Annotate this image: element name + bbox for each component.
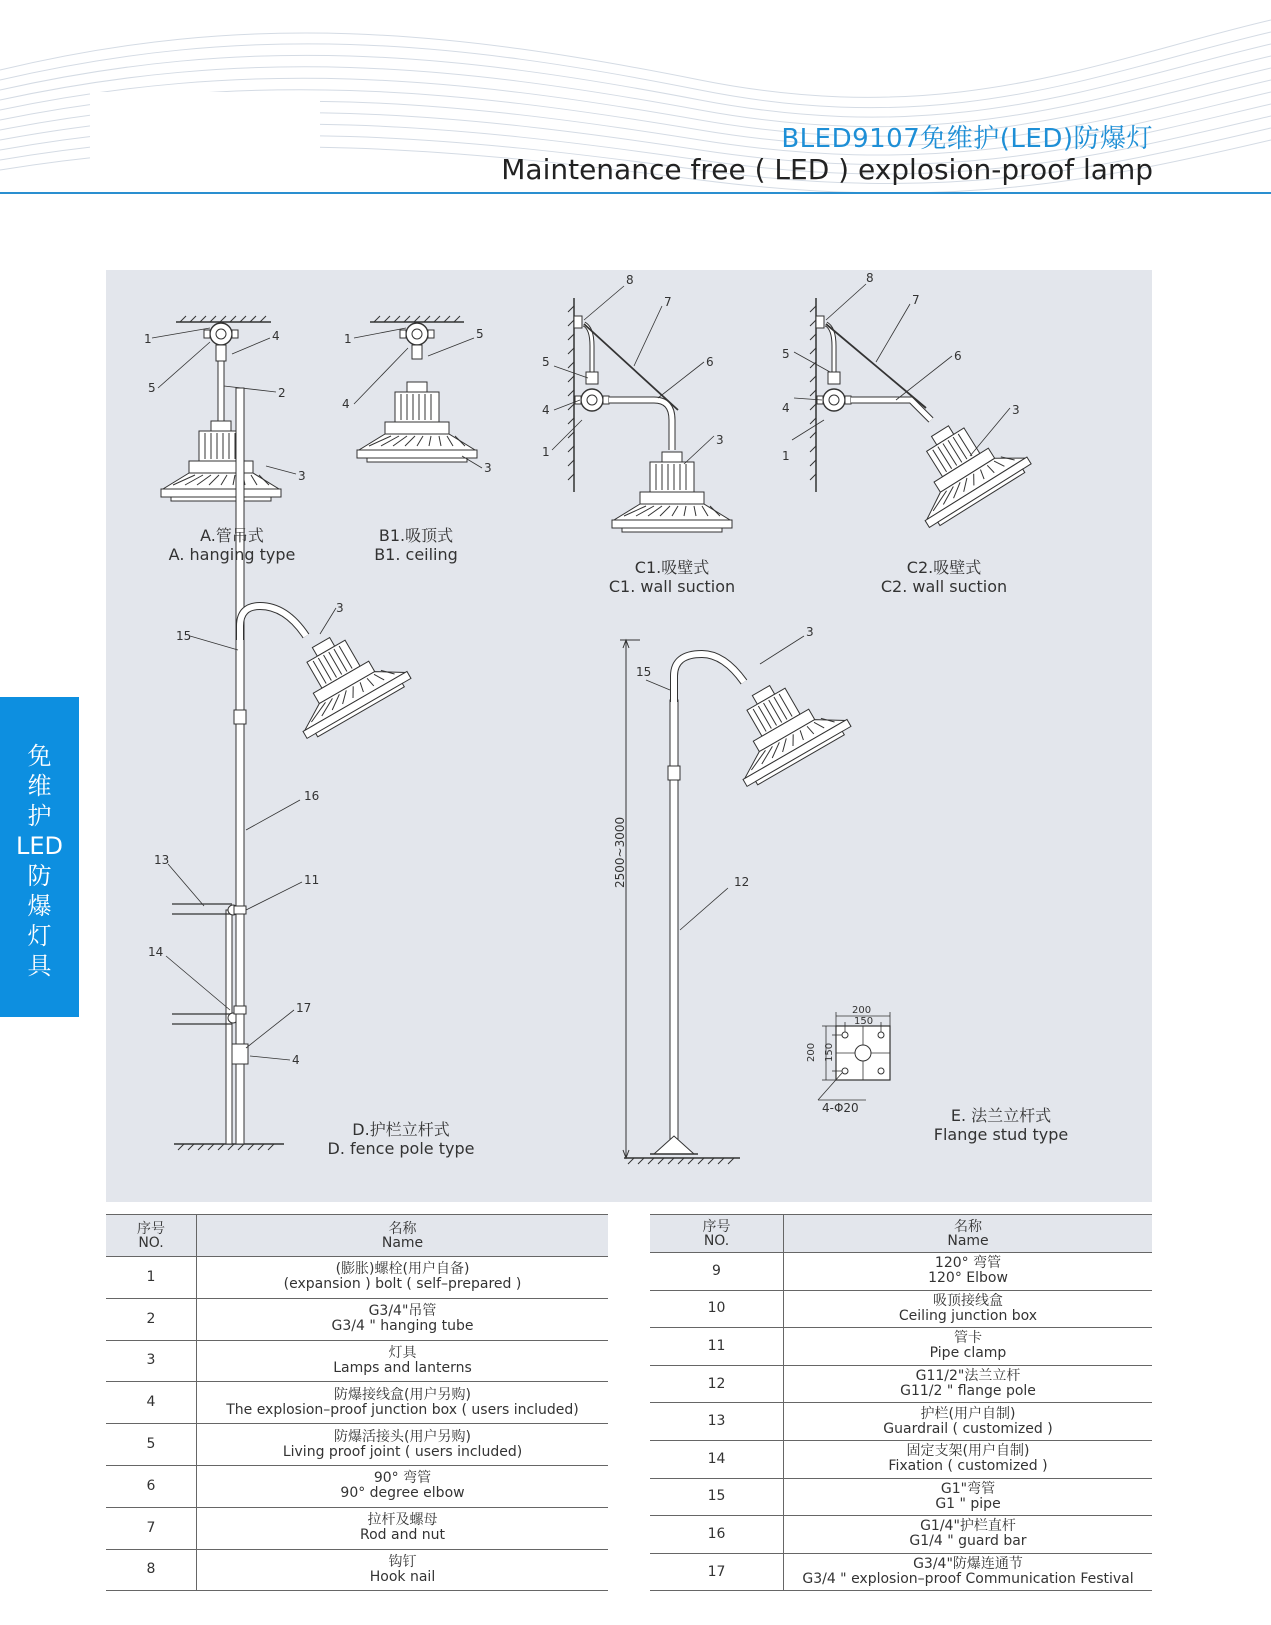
installation-diagrams <box>106 270 1152 1202</box>
row-no: 11 <box>650 1328 784 1366</box>
header-no-en: NO. <box>138 1234 164 1251</box>
row-name <box>784 1403 1153 1441</box>
row-no: 16 <box>650 1516 784 1554</box>
diagram-e-flange-pole <box>620 636 890 1164</box>
side-tab-char: 爆 <box>27 892 52 920</box>
row-no: 14 <box>650 1440 784 1478</box>
callout-c2-4: 4 <box>782 401 790 415</box>
row-no: 2 <box>106 1298 197 1340</box>
row-name <box>197 1424 609 1466</box>
row-no: 9 <box>650 1253 784 1291</box>
row-name-en: Rod and nut <box>359 1527 446 1544</box>
row-no: 17 <box>650 1553 784 1591</box>
row-name-cn: G11/2"法兰立杆 <box>915 1368 1021 1385</box>
diagram-b1-ceiling <box>354 316 482 468</box>
row-name-cn: (膨胀)螺栓(用户自备) <box>335 1261 470 1278</box>
row-name-cn: G1/4"护栏直杆 <box>920 1518 1016 1535</box>
callout-c1-6: 6 <box>706 355 714 369</box>
flange-dim-outer: 200 <box>852 1005 872 1016</box>
callout-d-11: 11 <box>304 873 320 887</box>
callout-c2-3: 3 <box>1012 403 1020 417</box>
callout-c2-7: 7 <box>912 293 920 307</box>
row-name-en: Fixation ( customized ) <box>888 1458 1048 1475</box>
column-header-no <box>106 1215 197 1257</box>
row-name <box>784 1553 1153 1591</box>
table-header-row <box>106 1215 608 1257</box>
caption-d <box>326 1120 476 1158</box>
row-name-en: G1 " pipe <box>935 1495 1001 1512</box>
row-name-cn: 吸顶接线盒 <box>933 1292 1003 1309</box>
callout-d-16: 16 <box>304 789 320 803</box>
table-row <box>650 1403 1152 1441</box>
row-name-en: G3/4 " hanging tube <box>331 1318 474 1335</box>
row-no: 5 <box>106 1424 197 1466</box>
flange-hole-spec: 4-Φ20 <box>822 1101 859 1115</box>
caption-c2-cn: C2.吸壁式 <box>906 558 982 577</box>
callout-c1-1: 1 <box>542 445 550 459</box>
row-name-en: (expansion ) bolt ( self–prepared ) <box>283 1276 522 1293</box>
product-title-cn: BLED9107免维护(LED)防爆灯 <box>781 124 1153 154</box>
callout-d-15: 15 <box>176 629 192 643</box>
callout-a-2: 2 <box>278 386 286 400</box>
table-row <box>650 1553 1152 1591</box>
row-name-cn: G1"弯管 <box>940 1480 996 1497</box>
caption-c2-en: C2. wall suction <box>880 577 1008 596</box>
caption-b1 <box>356 526 476 564</box>
table-header-row <box>650 1215 1152 1253</box>
caption-e-cn: E. 法兰立杆式 <box>950 1106 1052 1125</box>
row-name <box>784 1440 1153 1478</box>
caption-d-cn: D.护栏立杆式 <box>352 1120 450 1139</box>
row-name-cn: G3/4"吊管 <box>368 1303 437 1320</box>
side-tab-char: 具 <box>27 952 52 980</box>
row-name-cn: 90° 弯管 <box>373 1470 432 1487</box>
row-name <box>784 1290 1153 1328</box>
callout-d-3: 3 <box>336 601 344 615</box>
row-no: 4 <box>106 1382 197 1424</box>
table-row <box>106 1298 608 1340</box>
callout-c2-1: 1 <box>782 449 790 463</box>
table-row <box>106 1257 608 1299</box>
callout-e-3: 3 <box>806 625 814 639</box>
row-name-cn: 钩钉 <box>388 1553 417 1570</box>
row-name-en: Hook nail <box>369 1568 436 1585</box>
side-tab-char: 灯 <box>27 922 52 950</box>
row-no: 6 <box>106 1465 197 1507</box>
row-name-en: G1/4 " guard bar <box>909 1533 1027 1550</box>
callout-c1-7: 7 <box>664 295 672 309</box>
row-name <box>197 1298 609 1340</box>
side-tab-char: 护 <box>27 802 52 830</box>
row-name <box>197 1382 609 1424</box>
callout-d-4: 4 <box>292 1053 300 1067</box>
row-name-en: Lamps and lanterns <box>333 1359 472 1376</box>
callout-e-15: 15 <box>636 665 652 679</box>
row-name <box>784 1365 1153 1403</box>
row-name <box>784 1516 1153 1554</box>
table-row <box>106 1549 608 1591</box>
row-name-cn: G3/4"防爆连通节 <box>913 1556 1023 1573</box>
callout-b1-5: 5 <box>476 327 484 341</box>
callout-a-4: 5 <box>148 381 156 395</box>
row-no: 1 <box>106 1257 197 1299</box>
column-header-no <box>650 1215 784 1253</box>
header-name-cn: 名称 <box>388 1220 417 1237</box>
caption-a-en: A. hanging type <box>168 545 296 564</box>
caption-c1 <box>602 558 742 596</box>
row-no: 13 <box>650 1403 784 1441</box>
row-name-en: G3/4 " explosion–proof Communication Festival <box>802 1571 1134 1588</box>
row-name <box>197 1549 609 1591</box>
caption-b1-en: B1. ceiling <box>374 545 458 564</box>
row-name-en: The explosion–proof junction box ( users included) <box>226 1401 579 1418</box>
row-name <box>784 1253 1153 1291</box>
callout-a-3: 3 <box>298 469 306 483</box>
table-row <box>106 1465 608 1507</box>
row-no: 8 <box>106 1549 197 1591</box>
diagram-d-fence-pole <box>166 388 413 1150</box>
side-tab-char: 免 <box>27 742 52 770</box>
row-no: 7 <box>106 1507 197 1549</box>
callout-b1-4: 4 <box>342 397 350 411</box>
header-name-cn: 名称 <box>954 1218 982 1235</box>
callout-a-5: 4 <box>272 329 280 343</box>
table-row <box>106 1382 608 1424</box>
row-name-en: G11/2 " flange pole <box>900 1383 1036 1400</box>
table-row <box>650 1478 1152 1516</box>
row-name-cn: 灯具 <box>388 1344 417 1361</box>
flange-dim-side-outer: 200 <box>806 1042 817 1062</box>
caption-e <box>926 1106 1076 1144</box>
row-name-en: Living proof joint ( users included) <box>282 1443 523 1460</box>
caption-d-en: D. fence pole type <box>327 1139 475 1158</box>
parts-table-left <box>106 1214 608 1591</box>
diagram-c2-wall <box>792 284 1033 531</box>
installation-diagram-panel <box>106 270 1152 1202</box>
row-name-cn: 拉杆及螺母 <box>367 1512 438 1529</box>
callout-c2-6: 6 <box>954 349 962 363</box>
caption-a <box>162 526 302 564</box>
caption-c1-en: C1. wall suction <box>608 577 736 596</box>
header-no-en: NO. <box>703 1232 730 1249</box>
row-name-cn: 防爆活接头(用户另购) <box>334 1428 471 1445</box>
header-no-cn: 序号 <box>137 1220 165 1237</box>
header-name-en: Name <box>381 1234 424 1251</box>
table-row <box>106 1507 608 1549</box>
side-tab-char: LED <box>15 832 63 860</box>
caption-e-en: Flange stud type <box>933 1125 1069 1144</box>
row-name-en: Guardrail ( customized ) <box>883 1420 1053 1437</box>
caption-b1-cn: B1.吸顶式 <box>378 526 454 545</box>
column-header-name <box>784 1215 1153 1253</box>
column-header-name <box>197 1215 609 1257</box>
callout-b1-3: 3 <box>484 461 492 475</box>
row-name-cn: 管卡 <box>954 1330 982 1347</box>
row-name <box>197 1257 609 1299</box>
table-row <box>650 1365 1152 1403</box>
side-tab-char: 防 <box>27 862 52 890</box>
header-no-cn: 序号 <box>702 1218 731 1235</box>
flange-dim-side-inner: 150 <box>824 1042 835 1062</box>
product-title-en: Maintenance free ( LED ) explosion-proof lamp <box>501 153 1153 186</box>
table-row <box>106 1424 608 1466</box>
caption-a-cn: A.管吊式 <box>200 526 264 545</box>
table-row <box>650 1440 1152 1478</box>
header-divider <box>0 192 1271 194</box>
callout-c1-3: 3 <box>716 433 724 447</box>
side-tab-char: 维 <box>27 772 52 800</box>
row-name-en: 120° Elbow <box>928 1270 1008 1287</box>
table-row <box>650 1290 1152 1328</box>
callout-a-1: 1 <box>144 332 152 346</box>
callout-c2-5: 5 <box>782 347 790 361</box>
table-row <box>106 1340 608 1382</box>
callout-c1-8: 8 <box>626 273 634 287</box>
callout-d-14: 14 <box>148 945 164 959</box>
row-name-en: Pipe clamp <box>929 1345 1007 1362</box>
diagram-a-hanging <box>152 316 296 501</box>
callout-c1-5: 5 <box>542 355 550 369</box>
row-name-cn: 护栏(用户自制) <box>920 1405 1016 1422</box>
header-name-en: Name <box>947 1232 989 1249</box>
caption-c2 <box>874 558 1014 596</box>
row-name-en: Ceiling junction box <box>898 1307 1038 1324</box>
row-no: 3 <box>106 1340 197 1382</box>
row-name <box>197 1507 609 1549</box>
callout-d-13: 13 <box>154 853 170 867</box>
caption-c1-cn: C1.吸壁式 <box>634 558 710 577</box>
row-name <box>784 1328 1153 1366</box>
callout-e-12: 12 <box>734 875 750 889</box>
row-name-cn: 120° 弯管 <box>934 1255 1002 1272</box>
callout-c1-4: 4 <box>542 403 550 417</box>
table-row <box>650 1253 1152 1291</box>
callout-b1-1: 1 <box>344 332 352 346</box>
category-side-tab <box>0 697 79 1017</box>
callout-d-17: 17 <box>296 1001 312 1015</box>
row-name <box>197 1465 609 1507</box>
row-no: 15 <box>650 1478 784 1516</box>
row-name <box>197 1340 609 1382</box>
flange-dim-inner: 150 <box>854 1016 874 1027</box>
row-name-cn: 固定支架(用户自制) <box>906 1443 1030 1460</box>
row-name <box>784 1478 1153 1516</box>
row-name-cn: 防爆接线盒(用户另购) <box>334 1386 471 1403</box>
table-row <box>650 1328 1152 1366</box>
parts-table-right <box>650 1214 1152 1591</box>
diagram-c1-wall <box>552 286 732 532</box>
row-no: 12 <box>650 1365 784 1403</box>
row-no: 10 <box>650 1290 784 1328</box>
table-row <box>650 1516 1152 1554</box>
height-dimension-label: 2500~3000 <box>613 816 627 888</box>
callout-c2-8: 8 <box>866 271 874 285</box>
row-name-en: 90° degree elbow <box>340 1485 465 1502</box>
